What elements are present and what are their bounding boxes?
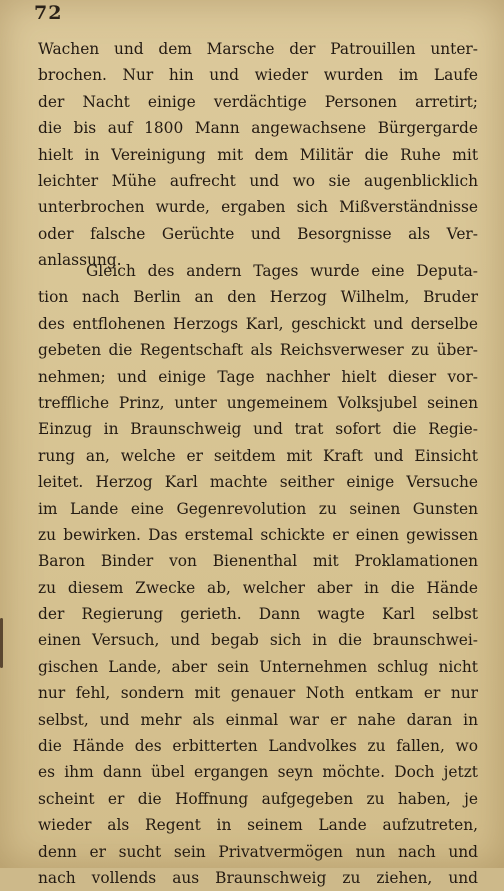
text-line: rung an, welche er seitdem mit Kraft und Einsicht — [38, 446, 478, 465]
text-line: nehmen; und einige Tage nachher hielt dieser vor- — [38, 367, 478, 386]
text-line: treffliche Prinz, unter ungemeinem Volksjubel seinen — [38, 393, 478, 412]
text-line: nur fehl, sondern mit genauer Noth entkam er nur — [38, 684, 478, 703]
text-line: wieder als Regent in seinem Lande aufzutreten, — [38, 816, 478, 835]
text-line: scheint er die Hoffnung aufgegeben zu haben, je — [38, 789, 478, 808]
text-line: die Hände des erbitterten Landvolkes zu fallen, wo — [38, 737, 478, 756]
text-line: einen Versuch, und begab sich in die braunschwei- — [38, 631, 478, 650]
text-line: der Nacht einige verdächtige Personen arretirt; — [38, 92, 478, 111]
text-line: anlassung. — [38, 251, 122, 270]
text-line: zu diesem Zwecke ab, welcher aber in die Hände — [38, 578, 478, 597]
text-line: der Regierung gerieth. Dann wagte Karl selbst — [38, 605, 478, 624]
text-line: Einzug in Braunschweig und trat sofort die Regie- — [38, 420, 478, 439]
text-line: denn er sucht sein Privatvermögen nun nach und — [38, 842, 478, 861]
text-line: tion nach Berlin an den Herzog Wilhelm, Bruder — [38, 288, 478, 307]
text-line: nach vollends aus Braunschweig zu ziehen, und — [38, 868, 478, 887]
text-line: Gleich des andern Tages wurde eine Deputa- — [86, 262, 478, 280]
text-line: zu bewirken. Das erstemal schickte er einen gewissen — [38, 525, 478, 544]
text-line: selbst, und mehr als einmal war er nahe daran in — [38, 710, 478, 729]
text-line: leichter Mühe aufrecht und wo sie augenblicklich — [38, 171, 478, 190]
text-line: gischen Lande, aber sein Unternehmen schlug nicht — [38, 657, 478, 676]
page-number: 72 — [34, 2, 63, 24]
paragraph-1 — [38, 36, 478, 274]
text-line: hielt in Vereinigung mit dem Militär die Ruhe mit — [38, 145, 478, 164]
text-line: des entflohenen Herzogs Karl, geschickt und derselbe — [38, 314, 478, 333]
text-line: im Lande eine Gegenrevolution zu seinen Gunsten — [38, 499, 478, 518]
text-line: leitet. Herzog Karl machte seither einige Versuche — [38, 473, 478, 492]
text-line: brochen. Nur hin und wieder wurden im Laufe — [38, 66, 478, 85]
text-line: gebeten die Regentschaft als Reichsverweser zu über- — [38, 341, 478, 360]
text-line: oder falsche Gerüchte und Besorgnisse als Ver- — [38, 224, 478, 243]
text-line: es ihm dann übel ergangen seyn möchte. Doch jetzt — [38, 763, 478, 782]
text-line: Baron Binder von Bienenthal mit Proklamationen — [38, 552, 478, 571]
text-line: die bis auf 1800 Mann angewachsene Bürgergarde — [38, 119, 478, 138]
text-line: unterbrochen wurde, ergaben sich Mißverständnisse — [38, 198, 478, 217]
text-line: Wachen und dem Marsche der Patrouillen unter- — [38, 40, 478, 58]
paragraph-2 — [38, 258, 478, 891]
page-edge-mark — [0, 618, 3, 668]
